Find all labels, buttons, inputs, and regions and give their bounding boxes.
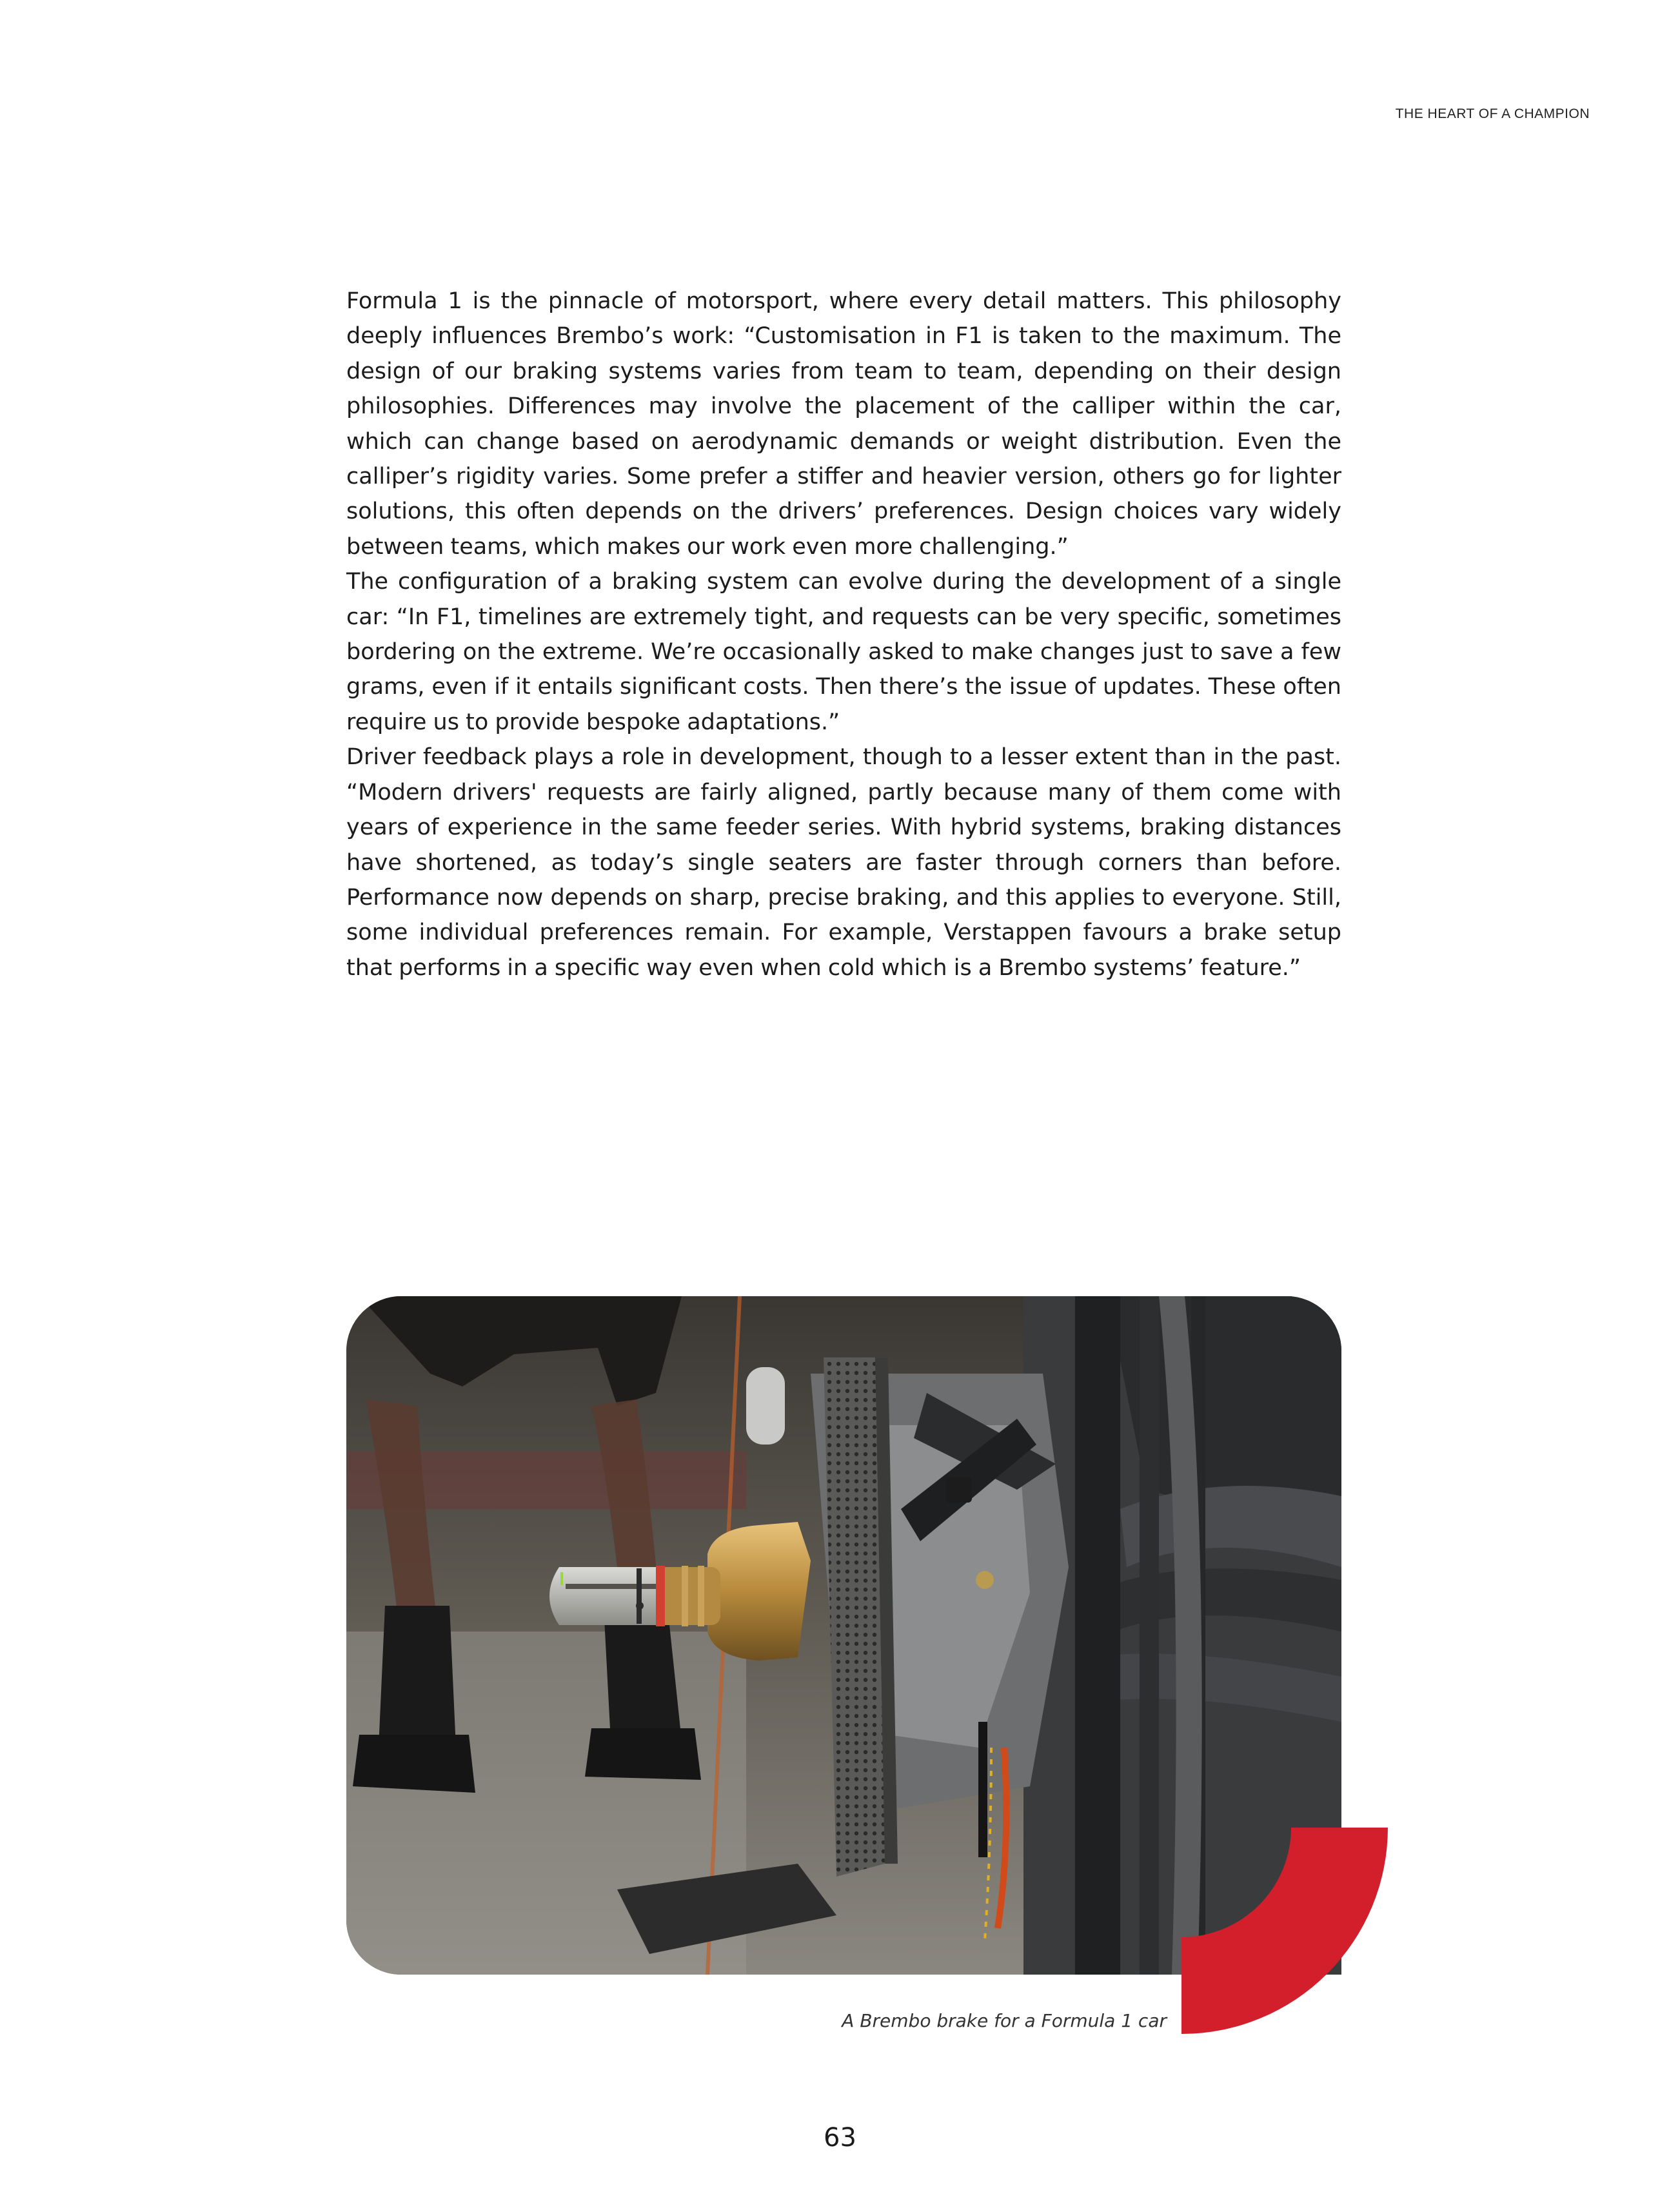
article-body <box>346 284 1341 985</box>
red-arc-shape <box>1181 1828 1388 2034</box>
figure-caption: A Brembo brake for a Formula 1 car <box>842 2010 1167 2031</box>
article-paragraph-2: The configuration of a braking system can evolve during the development of a single car: “In F1, timelines are extremely tight, and requests can be very specific, sometimes bordering on the extreme. We’re occasionally asked to make changes just to save a few grams, even if it entails significant costs. Then there’s the issue of updates. These often require us to provide bespoke adaptations.” <box>346 569 1341 735</box>
article-paragraph-3: Driver feedback plays a role in development, though to a lesser extent than in the past. “Modern drivers' requests are fairly aligned, partly because many of them come with years of experience in the same feeder series. With hybrid systems, braking distances have shortened, as today’s single seaters are faster through corners than before. Performance now depends on sharp, precise braking, and this applies to everyone. Still, some individual preferences remain. For example, Verstappen favours a brake setup that performs in a specific way even when cold which is a Brembo systems’ feature.” <box>346 744 1341 981</box>
decorative-red-arc <box>1181 1828 1388 2034</box>
page-number: 63 <box>824 2123 856 2153</box>
article-paragraph-1: Formula 1 is the pinnacle of motorsport, where every detail matters. This philosophy deeply influences Brembo’s work: “Customisation in F1 is taken to the maximum. The design of our braking systems varies from team to team, depending on their design philosophies. Differences may involve the placement of the calliper within the car, which can change based on aerodynamic demands or weight distribution. Even the calliper’s rigidity varies. Some prefer a stiffer and heavier version, others go for lighter solutions, this often depends on the drivers’ preferences. Design choices vary widely between teams, which makes our work even more challenging.” <box>346 288 1341 560</box>
running-header: THE HEART OF A CHAMPION <box>1395 106 1590 121</box>
